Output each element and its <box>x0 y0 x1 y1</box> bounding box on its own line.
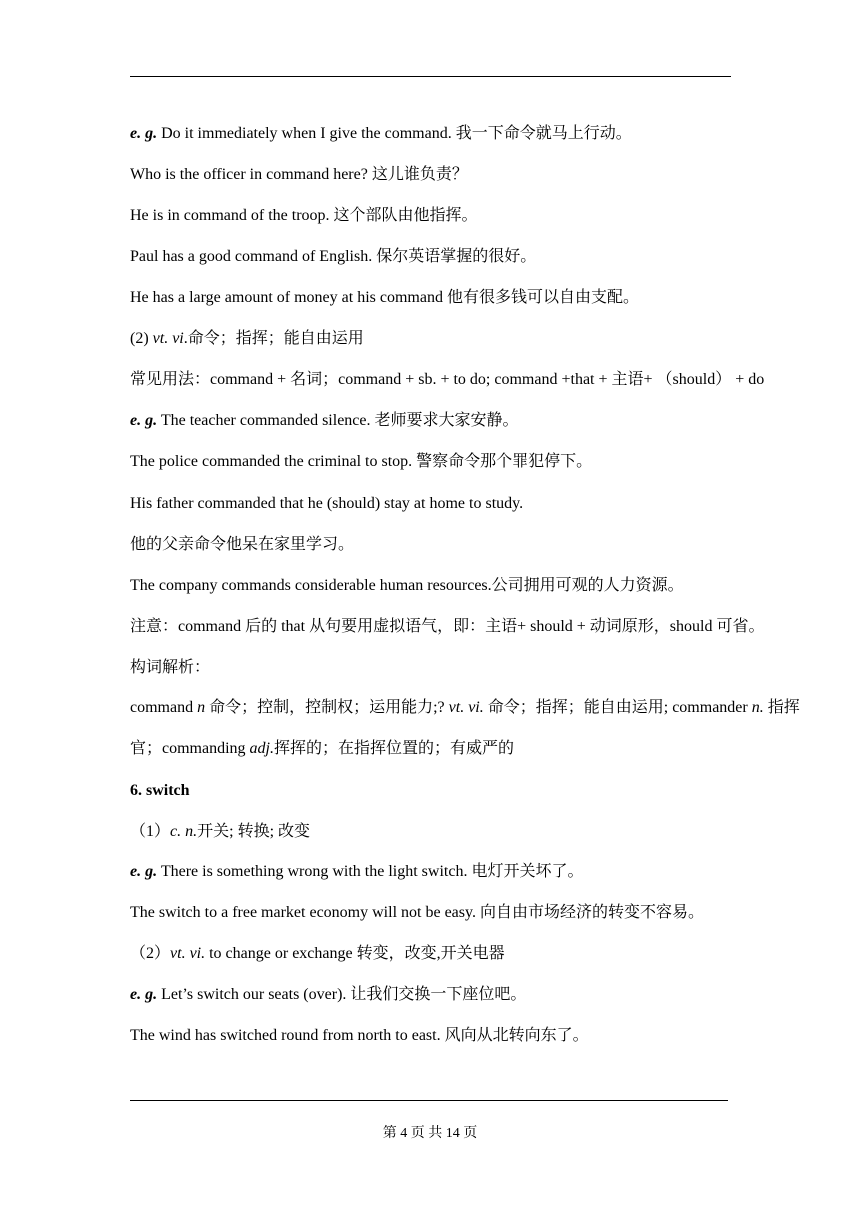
text-run: to change or exchange 转变，改变,开关电器 <box>205 945 505 962</box>
text-run: Who is the officer in command here? 这儿谁负责？ <box>130 166 468 183</box>
text-line <box>130 1026 589 1046</box>
text-run: 开关; 转换; 改变 <box>197 823 311 840</box>
text-run: The company commands considerable human resources.公司拥用可观的人力资源。 <box>130 577 684 594</box>
page-number-footer: 第 4 页 共 14 页 <box>382 1126 478 1141</box>
text-line <box>130 903 704 923</box>
text-run: e. g. <box>130 986 158 1003</box>
text-run: (2) <box>130 330 153 347</box>
text-run: （2） <box>130 945 171 962</box>
text-run: Paul has a good command of English. 保尔英语掌握的很好。 <box>130 248 537 265</box>
text-run: command <box>130 699 198 716</box>
text-run: adj. <box>249 740 274 757</box>
text-run: vt. vi <box>152 330 184 347</box>
text-run: The wind has switched round from north to east. 风向从北转向东了。 <box>130 1027 589 1044</box>
text-line <box>130 411 519 431</box>
text-run: vt. vi. <box>448 699 484 716</box>
text-run: 指挥 <box>763 699 800 716</box>
text-run: The switch to a free market economy will not be easy. 向自由市场经济的转变不容易。 <box>130 904 704 921</box>
text-run: e. g. <box>130 125 158 142</box>
text-run: e. g. <box>130 412 158 429</box>
text-run: He has a large amount of money at his command 他有很多钱可以自由支配。 <box>130 289 639 306</box>
text-run: 他的父亲命令他呆在家里学习。 <box>130 536 355 553</box>
footer-rule <box>130 1100 728 1101</box>
text-line <box>130 739 514 759</box>
text-line <box>130 698 800 718</box>
text-line <box>130 247 536 267</box>
text-line <box>130 288 639 308</box>
text-run: （1） <box>130 823 171 840</box>
text-run: There is something wrong with the light switch. 电灯开关坏了。 <box>157 863 584 880</box>
text-run: His father commanded that he (should) stay at home to study. <box>130 495 524 512</box>
text-line <box>130 617 764 637</box>
text-run: 构词解析： <box>130 659 211 676</box>
text-line <box>130 781 190 801</box>
header-rule <box>130 76 731 77</box>
text-line <box>130 944 505 964</box>
text-run: Let’s switch our seats (over). 让我们交换一下座位吧。 <box>157 986 527 1003</box>
text-line <box>130 452 592 472</box>
text-line <box>130 124 632 144</box>
text-run: vt. vi. <box>170 945 206 962</box>
text-line <box>130 535 354 555</box>
text-run: .命令；指挥；能自由运用 <box>183 330 364 347</box>
text-run: 官；commanding <box>130 740 250 757</box>
text-run: He is in command of the troop. 这个部队由他指挥。 <box>130 207 478 224</box>
text-line <box>130 658 210 678</box>
text-line <box>130 822 310 842</box>
text-line <box>130 985 526 1005</box>
text-run: e. g. <box>130 863 158 880</box>
text-run: 命令；指挥；能自由运用; commander <box>483 699 752 716</box>
text-run: 注意：command 后的 that 从句要用虚拟语气，即：主语+ should + 动词原形，should 可省。 <box>130 618 765 635</box>
text-run: 6. switch <box>130 782 190 799</box>
text-run: 常见用法：command + 名词；command + sb. + to do; command +that + 主语+ （should） + do <box>130 371 765 388</box>
text-run: The teacher commanded silence. 老师要求大家安静。 <box>157 412 519 429</box>
text-run: 命令；控制，控制权；运用能力;? <box>205 699 449 716</box>
text-run: The police commanded the criminal to stop. 警察命令那个罪犯停下。 <box>130 453 593 470</box>
text-line <box>130 206 478 226</box>
text-line <box>130 494 523 514</box>
text-run: Do it immediately when I give the command. 我一下命令就马上行动。 <box>157 125 632 142</box>
text-run: 挥挥的；在指挥位置的；有威严的 <box>274 740 515 757</box>
text-line <box>130 862 583 882</box>
text-run: n <box>197 699 206 716</box>
text-run: c. n. <box>170 823 198 840</box>
text-run: n. <box>751 699 764 716</box>
text-line <box>130 370 764 390</box>
text-line <box>130 329 364 349</box>
text-line <box>130 576 684 596</box>
text-line <box>130 165 468 185</box>
